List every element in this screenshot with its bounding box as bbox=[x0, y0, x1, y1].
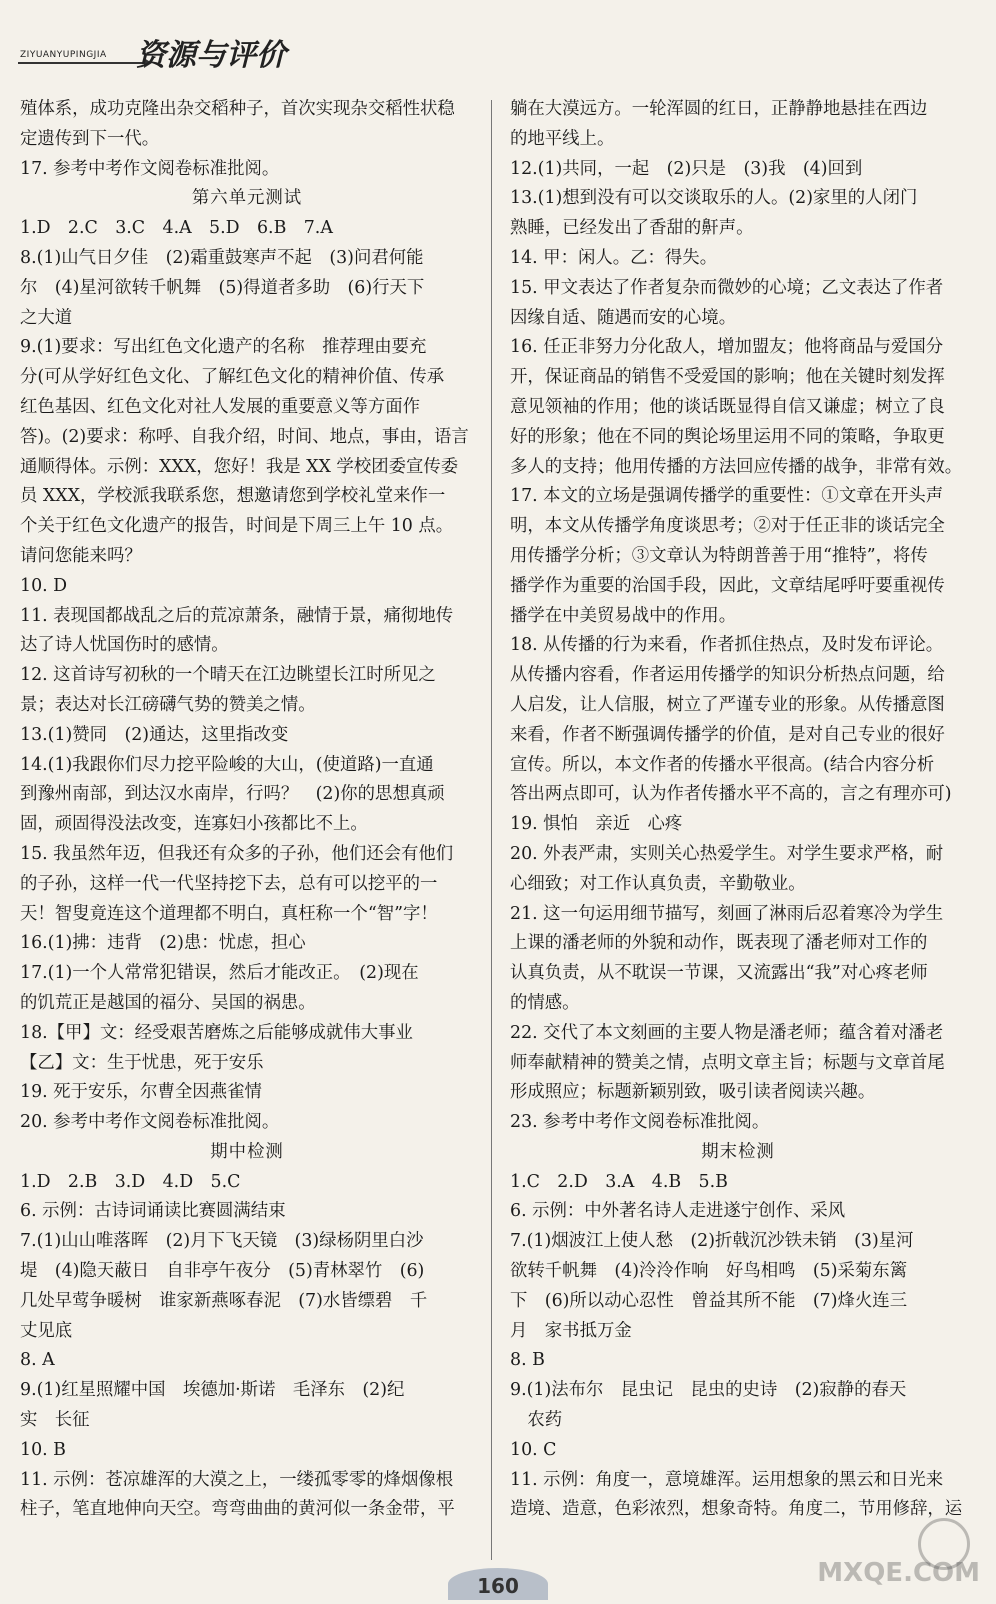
answer-line: 播学作为重要的治国手段，因此，文章结尾呼吁要重视传 bbox=[510, 575, 945, 596]
answer-line: 播学在中美贸易战中的作用。 bbox=[510, 605, 737, 626]
page-number: 160 bbox=[448, 1568, 548, 1600]
answer-line: 18.【甲】文：经受艰苦磨炼之后能够成就伟大事业 bbox=[20, 1022, 413, 1043]
answer-line: 天！智叟竟连这个道理都不明白，真枉称一个“智”字！ bbox=[20, 903, 438, 924]
answer-line: 农药 bbox=[510, 1410, 563, 1431]
answer-line: 造境、造意，色彩浓烈，想象奇特。角度二，节用修辞，运 bbox=[510, 1499, 963, 1520]
answer-line: 请问您能来吗？ bbox=[20, 545, 142, 566]
column-divider bbox=[491, 100, 492, 1560]
answer-line: 的情感。 bbox=[510, 992, 580, 1013]
answer-line: 11. 示例：苍凉雄浑的大漠之上，一缕孤零零的烽烟像根 bbox=[20, 1469, 454, 1490]
answer-line: 熟睡，已经发出了香甜的鼾声。 bbox=[510, 218, 754, 239]
answer-line: 实 长征 bbox=[20, 1410, 90, 1431]
answer-line: 因缘自适、随遇而安的心境。 bbox=[510, 307, 737, 328]
answer-line: 7.(1)山山唯落晖 (2)月下飞天镜 (3)绿杨阴里白沙 bbox=[20, 1231, 424, 1252]
answer-line: 【乙】文：生于忧患，死于安乐 bbox=[20, 1052, 264, 1073]
answer-line: 11. 示例：角度一，意境雄浑。运用想象的黑云和日光来 bbox=[510, 1469, 944, 1490]
left-column bbox=[20, 95, 474, 1525]
answer-line: 月 家书抵万金 bbox=[510, 1320, 632, 1341]
logo-title: 资源与评价 bbox=[136, 38, 286, 73]
answer-line: 18. 从传播的行为来看，作者抓住热点，及时发布评论。 bbox=[510, 635, 944, 656]
answer-line: 23. 参考中考作文阅卷标准批阅。 bbox=[510, 1112, 770, 1133]
answer-line: 的饥荒正是越国的福分、吴国的祸患。 bbox=[20, 992, 316, 1013]
section-title: 第六单元测试 bbox=[191, 188, 303, 209]
answer-line: 认真负责，从不耽误一节课，又流露出“我”对心疼老师 bbox=[510, 963, 928, 984]
answer-line: 几处早莺争暖树 谁家新燕啄春泥 (7)水皆缥碧 千 bbox=[20, 1290, 428, 1311]
section-title: 期中检测 bbox=[210, 1141, 284, 1162]
answer-line: 17.(1)一个人常常犯错误，然后才能改正。 (2)现在 bbox=[20, 963, 419, 984]
answer-line: 20. 外表严肃，实则关心热爱学生。对学生要求严格，耐 bbox=[510, 843, 944, 864]
answer-line: 11. 表现国都战乱之后的荒凉萧条，融情于景，痛彻地传 bbox=[20, 605, 454, 626]
answer-line: 答出两点即可，认为作者传播水平不高的，言之有理亦可) bbox=[510, 784, 952, 805]
answer-line: 到豫州南部，到达汉水南岸，行吗？ (2)你的思想真顽 bbox=[20, 784, 445, 805]
answer-line: 堤 (4)隐天蔽日 自非亭午夜分 (5)青林翠竹 (6) bbox=[20, 1261, 425, 1282]
answer-line: 尔 (4)星河欲转千帆舞 (5)得道者多助 (6)行天下 bbox=[20, 277, 425, 298]
answer-line: 开，保证商品的销售不受爱国的影响；他在关键时刻发挥 bbox=[510, 367, 945, 388]
answer-line: 师奉献精神的赞美之情，点明文章主旨；标题与文章首尾 bbox=[510, 1052, 945, 1073]
answer-line: 答)。(2)要求：称呼、自我介绍，时间、地点，事由，语言 bbox=[20, 426, 469, 447]
answer-line: 人启发，让人信服，树立了严谨专业的形象。从传播意图 bbox=[510, 694, 945, 715]
answer-line: 17. 本文的立场是强调传播学的重要性：①文章在开头声 bbox=[510, 486, 944, 507]
answer-line: 固，顽固得没法改变，连寡妇小孩都比不上。 bbox=[20, 814, 368, 835]
answer-line: 14.(1)我跟你们尽力挖平险峻的大山，(使道路)一直通 bbox=[20, 754, 434, 775]
answer-line: 来看，作者不断强调传播学的价值，是对自己专业的很好 bbox=[510, 724, 945, 745]
answer-line: 13.(1)想到没有可以交谈取乐的人。(2)家里的人闭门 bbox=[510, 188, 918, 209]
answer-line: 红色基因、红色文化对社人发展的重要意义等方面作 bbox=[20, 396, 420, 417]
answer-line: 上课的潘老师的外貌和动作，既表现了潘老师对工作的 bbox=[510, 933, 928, 954]
answer-line: 躺在大漠远方。一轮浑圆的红日，正静静地悬挂在西边 bbox=[510, 99, 928, 119]
answer-line: 17. 参考中考作文阅卷标准批阅。 bbox=[20, 158, 280, 179]
answer-line: 12. 这首诗写初秋的一个晴天在江边眺望长江时所见之 bbox=[20, 665, 436, 686]
answer-line: 意见领袖的作用；他的谈话既显得自信又谦虚；树立了良 bbox=[510, 396, 945, 417]
answer-line: 多人的支持；他用传播的方法回应传播的战争，非常有效。 bbox=[510, 456, 963, 477]
watermark bbox=[817, 1518, 980, 1588]
answer-line: 分(可从学好红色文化、了解红色文化的精神价值、传承 bbox=[20, 367, 445, 388]
answer-line: 20. 参考中考作文阅卷标准批阅。 bbox=[20, 1112, 280, 1133]
right-column bbox=[510, 95, 966, 1525]
answer-line: 8.(1)山气日夕佳 (2)霜重鼓寒声不起 (3)问君何能 bbox=[20, 247, 424, 268]
answer-line: 的地平线上。 bbox=[510, 128, 615, 149]
answer-line: 好的形象；他在不同的舆论场里运用不同的策略，争取更 bbox=[510, 426, 945, 447]
answer-line: 之大道 bbox=[20, 307, 73, 328]
answer-line: 宣传。所以，本文作者的传播水平很高。(结合内容分析 bbox=[510, 754, 935, 775]
answer-line: 16.(1)拂：违背 (2)患：忧虑，担心 bbox=[20, 933, 306, 954]
answer-line: 10. B bbox=[20, 1439, 66, 1460]
answer-line: 员 XXX，学校派我联系您，想邀请您到学校礼堂来作一 bbox=[20, 486, 446, 507]
answer-line: 下 (6)所以动心忍性 曾益其所不能 (7)烽火连三 bbox=[510, 1290, 908, 1311]
answer-line: 形成照应；标题新颖别致，吸引读者阅读兴趣。 bbox=[510, 1082, 876, 1103]
answer-line: 定遗传到下一代。 bbox=[20, 128, 160, 149]
answer-line: 21. 这一句运用细节描写，刻画了淋雨后忍着寒冷为学生 bbox=[510, 903, 944, 924]
answer-line: 个关于红色文化遗产的报告，时间是下周三上午 10 点。 bbox=[20, 516, 454, 537]
arrow-icon bbox=[18, 62, 146, 64]
answer-line: 13.(1)赞同 (2)通达，这里指改变 bbox=[20, 724, 289, 745]
section-title: 期末检测 bbox=[701, 1141, 775, 1162]
answer-line: 通顺得体。示例：XXX，您好！我是 XX 学校团委宣传委 bbox=[20, 456, 459, 477]
answer-line: 达了诗人忧国伤时的感情。 bbox=[20, 635, 229, 656]
logo bbox=[18, 28, 308, 73]
answer-line: 9.(1)红星照耀中国 埃德加·斯诺 毛泽东 (2)纪 bbox=[20, 1380, 405, 1401]
answer-line: 欲转千帆舞 (4)泠泠作响 好鸟相鸣 (5)采菊东篱 bbox=[510, 1261, 908, 1282]
answer-line: 景；表达对长江磅礴气势的赞美之情。 bbox=[20, 694, 316, 715]
answer-line: 1.D 2.C 3.C 4.A 5.D 6.B 7.A bbox=[20, 218, 333, 239]
answer-line: 14. 甲：闲人。乙：得失。 bbox=[510, 247, 718, 268]
answer-line: 丈见底 bbox=[20, 1320, 73, 1341]
answer-line: 22. 交代了本文刻画的主要人物是潘老师；蕴含着对潘老 bbox=[510, 1022, 944, 1043]
answer-line: 10. C bbox=[510, 1439, 557, 1460]
page-header bbox=[18, 28, 978, 78]
answer-line: 从传播内容看，作者运用传播学的知识分析热点问题，给 bbox=[510, 665, 945, 686]
answer-line: 16. 任正非努力分化敌人，增加盟友；他将商品与爱国分 bbox=[510, 337, 944, 358]
answer-line: 6. 示例：古诗词诵读比赛圆满结束 bbox=[20, 1201, 286, 1222]
answer-line: 8. B bbox=[510, 1350, 545, 1371]
answer-line: 8. A bbox=[20, 1350, 55, 1371]
answer-line: 用传播学分析；③文章认为特朗普善于用“推特”，将传 bbox=[510, 545, 928, 566]
answer-line: 9.(1)要求：写出红色文化遗产的名称 推荐理由要充 bbox=[20, 337, 427, 358]
answer-line: 9.(1)法布尔 昆虫记 昆虫的史诗 (2)寂静的春天 bbox=[510, 1380, 907, 1401]
answer-line: 6. 示例：中外著名诗人走进遂宁创作、采风 bbox=[510, 1201, 846, 1222]
answer-line: 1.D 2.B 3.D 4.D 5.C bbox=[20, 1171, 241, 1192]
answer-line: 柱子，笔直地伸向天空。弯弯曲曲的黄河似一条金带，平 bbox=[20, 1499, 455, 1520]
answer-line: 心细致；对工作认真负责，辛勤敬业。 bbox=[510, 873, 806, 894]
answer-line: 殖体系，成功克隆出杂交稻种子，首次实现杂交稻性状稳 bbox=[20, 99, 455, 119]
answer-line: 7.(1)烟波江上使人愁 (2)折戟沉沙铁未销 (3)星河 bbox=[510, 1231, 914, 1252]
answer-line: 19. 死于安乐，尔曹全因燕雀情 bbox=[20, 1082, 262, 1103]
answer-line: 15. 我虽然年迈，但我还有众多的子孙，他们还会有他们 bbox=[20, 843, 454, 864]
answer-line: 的子孙，这样一代一代坚持挖下去，总有可以挖平的一 bbox=[20, 873, 438, 894]
answer-line: 19. 惧怕 亲近 心疼 bbox=[510, 814, 683, 835]
answer-line: 1.C 2.D 3.A 4.B 5.B bbox=[510, 1171, 728, 1192]
answer-line: 15. 甲文表达了作者复杂而微妙的心境；乙文表达了作者 bbox=[510, 277, 944, 298]
watermark-text: MXQE.COM bbox=[817, 1558, 980, 1588]
answer-line: 明，本文从传播学角度谈思考；②对于任正非的谈话完全 bbox=[510, 516, 945, 537]
logo-pinyin: ZIYUANYUPINGJIA bbox=[20, 50, 107, 60]
answer-line: 12.(1)共同，一起 (2)只是 (3)我 (4)回到 bbox=[510, 158, 863, 179]
answer-line: 10. D bbox=[20, 575, 68, 596]
